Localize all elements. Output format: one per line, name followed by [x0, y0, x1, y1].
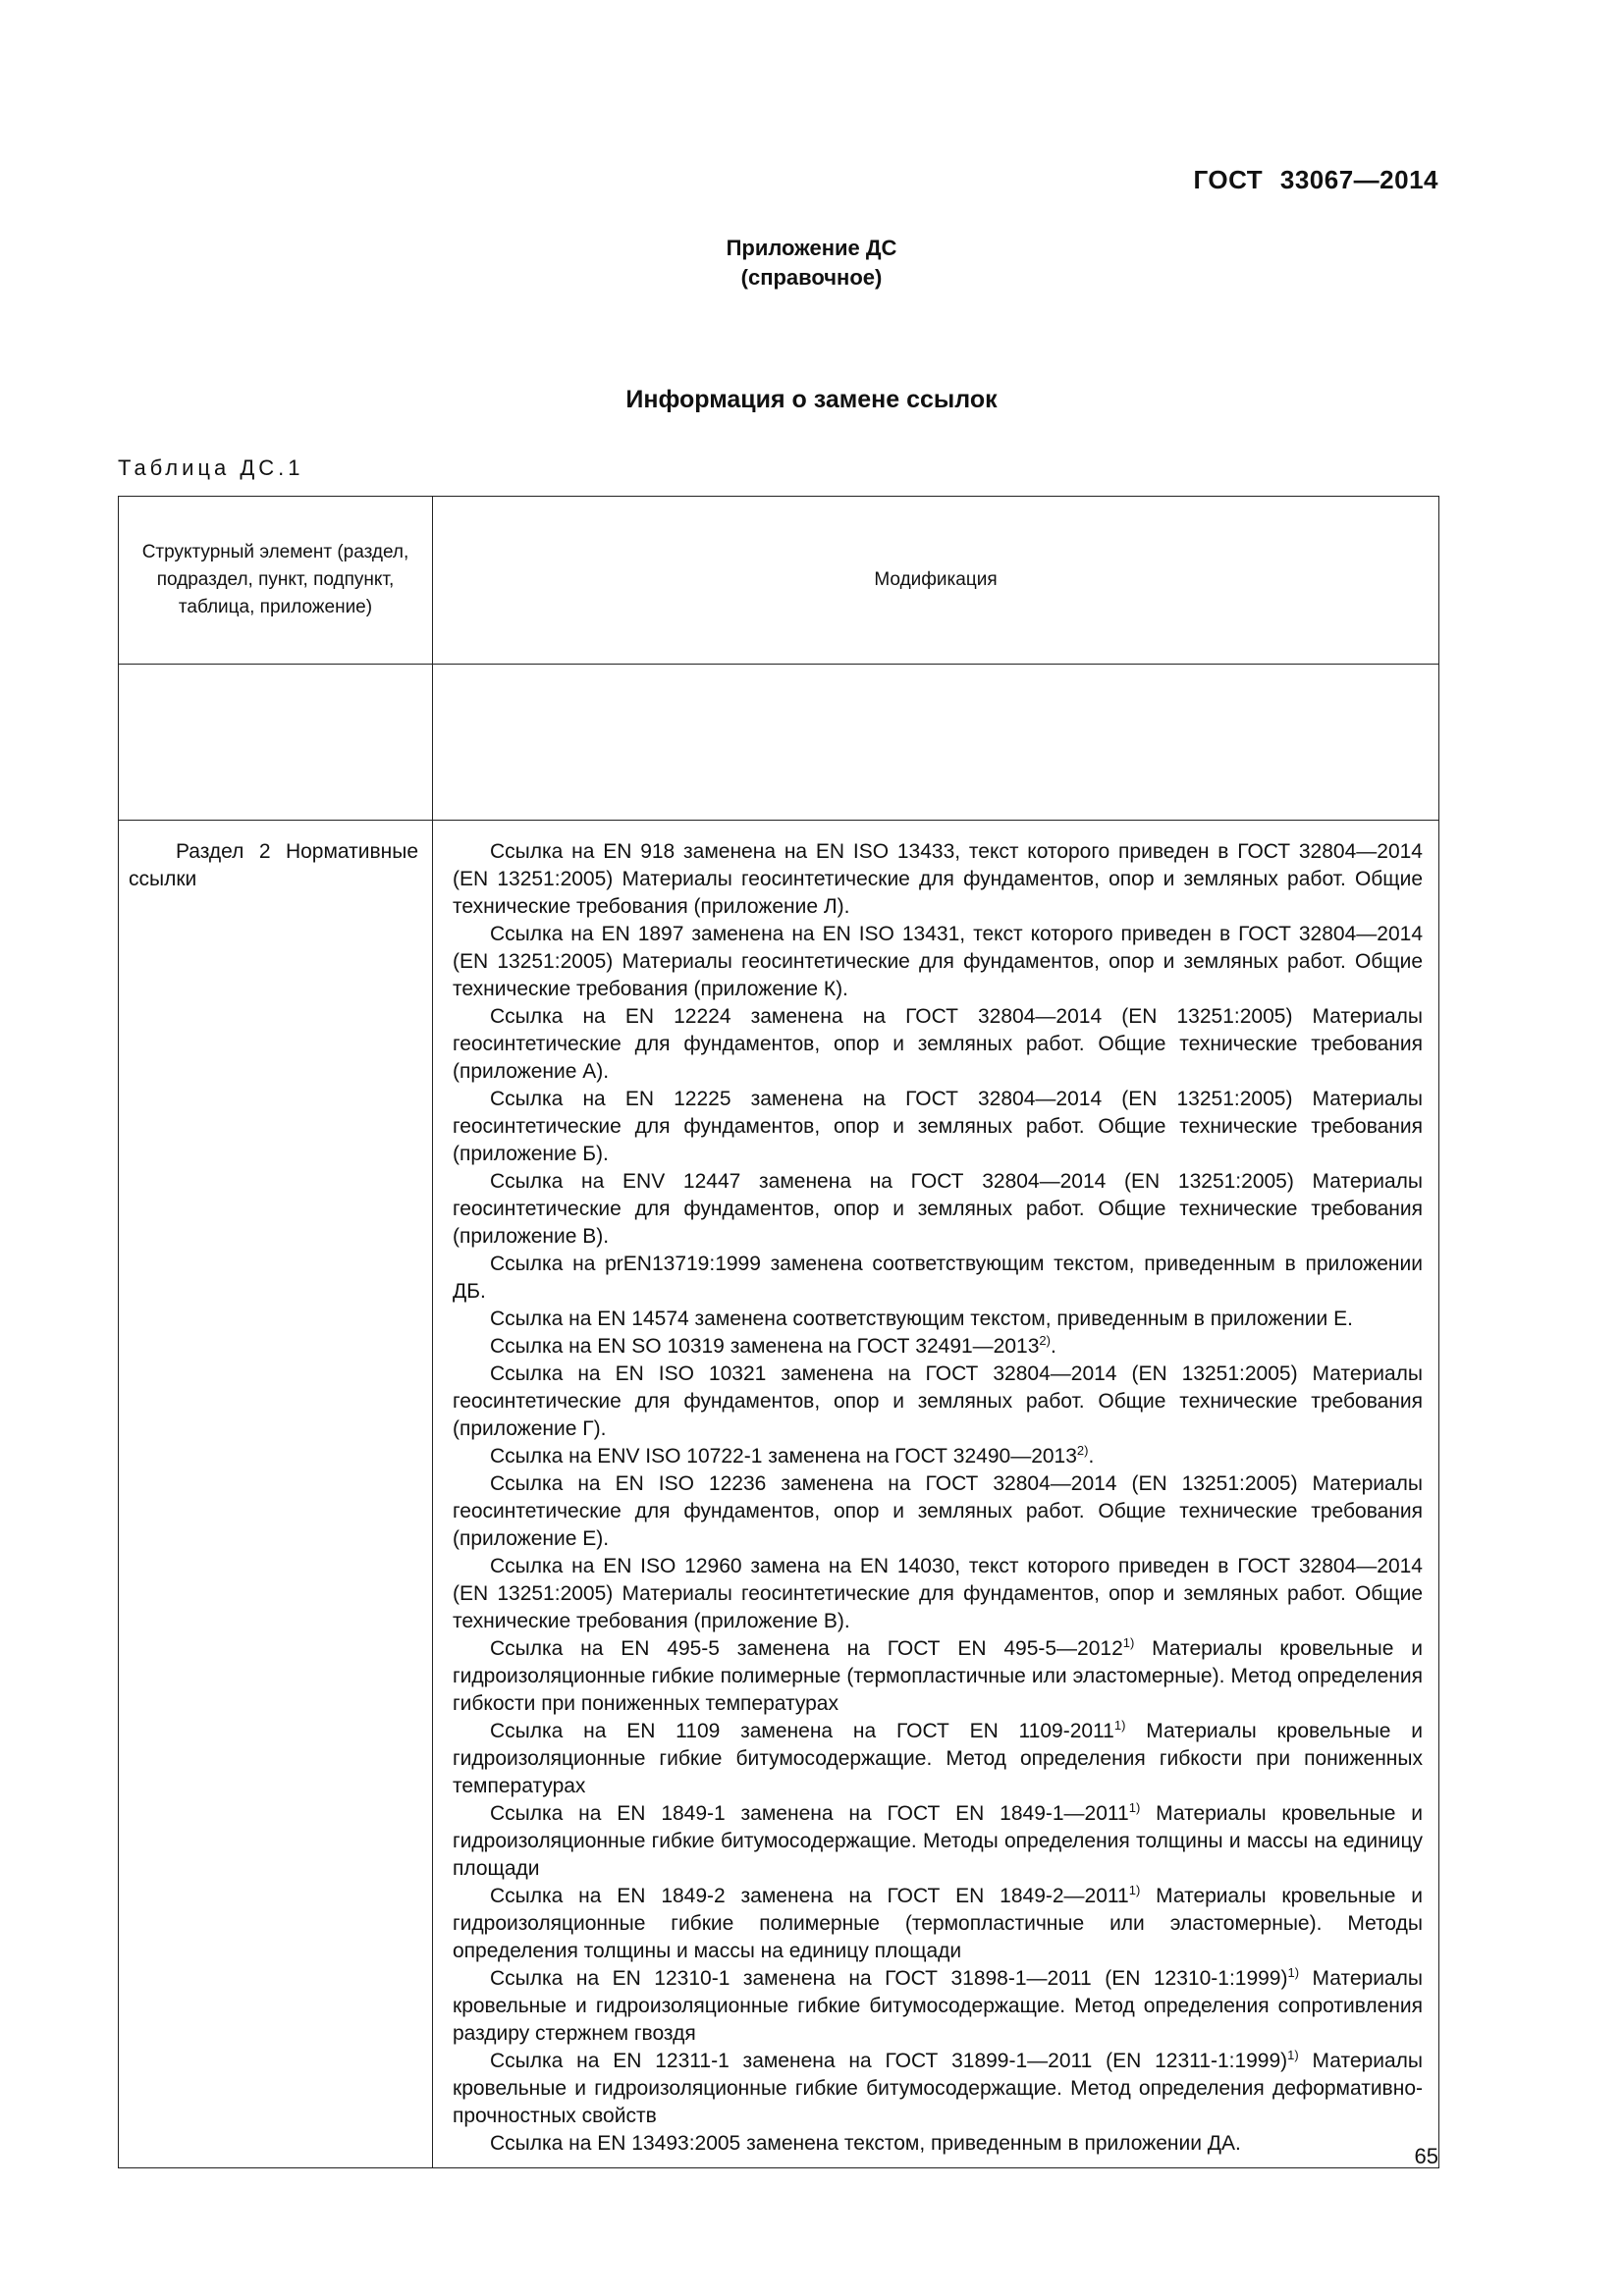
modification-text-continued: Материалы кровельные и гидроизоляционные гибкие битумосодержащие. Метод определения гибкости при пониженных температурах [453, 1720, 1423, 1797]
modification-text: Ссылка на EN 1109 заменена на ГОСТ EN 1109-2011 [490, 1720, 1114, 1742]
modification-text: Ссылка на EN SO 10319 заменена на ГОСТ 32491—2013 [490, 1335, 1040, 1358]
modification-paragraph [453, 1333, 1423, 1361]
modification-cell [433, 821, 1439, 2168]
modification-text: Ссылка на ENV 12447 заменена на ГОСТ 32804—2014 (EN 13251:2005) Материалы геосинтетические для фундаментов, опор и земляных работ. Общие технические требования (приложение В). [453, 1170, 1423, 1248]
footnote-marker: 1) [1287, 2048, 1299, 2062]
modification-text-continued: Материалы кровельные и гидроизоляционные гибкие битумосодержащие. Методы определения толщины и массы на единицу площади [453, 1802, 1423, 1880]
modification-paragraph [453, 1251, 1423, 1306]
modification-text: Ссылка на EN ISO 10321 заменена на ГОСТ 32804—2014 (EN 13251:2005) Материалы геосинтетические для фундаментов, опор и земляных работ. Общие технические требования (приложение Г). [453, 1362, 1423, 1440]
table-caption: Таблица ДС.1 [118, 455, 304, 480]
modification-paragraph [453, 1883, 1423, 1965]
modification-paragraph [453, 1361, 1423, 1443]
footnote-marker: 2) [1039, 1333, 1051, 1348]
modification-paragraph [453, 1800, 1423, 1883]
modification-text: Ссылка на EN ISO 12960 замена на EN 14030, текст которого приведен в ГОСТ 32804—2014 (EN 13251:2005) Материалы геосинтетические для фундаментов, опор и земляных работ. Общие технические требования (приложение В). [453, 1555, 1423, 1632]
footnote-marker: 1) [1122, 1635, 1135, 1650]
modification-paragraph [453, 2130, 1423, 2158]
modification-text: Ссылка на EN ISO 12236 заменена на ГОСТ 32804—2014 (EN 13251:2005) Материалы геосинтетические для фундаментов, опор и земляных работ. Общие технические требования (приложение Е). [453, 1472, 1423, 1550]
modification-text: Ссылка на EN 1849-2 заменена на ГОСТ EN 1849-2—2011 [490, 1885, 1129, 1907]
structural-element-cell: Раздел 2 Нормативные ссылки [119, 821, 433, 2168]
header-structural-element: Структурный элемент (раздел, подраздел, пункт, подпункт, таблица, приложение) [119, 497, 433, 665]
modification-text-continued: Материалы кровельные и гидроизоляционные гибкие полимерные (термопластичные или эластомерные). Методы определения толщины и массы на единицу площади [453, 1885, 1423, 1962]
modification-text: Ссылка на EN 12310-1 заменена на ГОСТ 31898-1—2011 (EN 12310-1:1999) [490, 1967, 1288, 1990]
modification-paragraph [453, 1086, 1423, 1168]
modification-text-continued: Материалы кровельные и гидроизоляционные гибкие полимерные (термопластичные или эластомерные). Метод определения гибкости при пониженных температурах [453, 1637, 1423, 1715]
modification-text: Ссылка на EN 12225 заменена на ГОСТ 32804—2014 (EN 13251:2005) Материалы геосинтетические для фундаментов, опор и земляных работ. Общие технические требования (приложение Б). [453, 1088, 1423, 1165]
document-id: ГОСТ 33067—2014 [1193, 165, 1438, 194]
modification-text: Ссылка на ENV ISO 10722-1 заменена на ГОСТ 32490—2013 [490, 1445, 1077, 1468]
modification-text: Ссылка на EN 1849-1 заменена на ГОСТ EN 1849-1—2011 [490, 1802, 1129, 1825]
modification-text: Ссылка на EN 1897 заменена на EN ISO 13431, текст которого приведен в ГОСТ 32804—2014 (EN 13251:2005) Материалы геосинтетические для фундаментов, опор и земляных работ. Общие технические требования (приложение К). [453, 923, 1423, 1000]
modification-paragraph [453, 1168, 1423, 1251]
modification-text: Ссылка на EN 14574 заменена соответствующим текстом, приведенным в приложении Е. [490, 1308, 1353, 1330]
modification-paragraph [453, 1718, 1423, 1800]
modification-text: Ссылка на EN 918 заменена на EN ISO 13433, текст которого приведен в ГОСТ 32804—2014 (EN 13251:2005) Материалы геосинтетические для фундаментов, опор и земляных работ. Общие технические требования (приложение Л). [453, 840, 1423, 918]
modification-text: Ссылка на EN 12224 заменена на ГОСТ 32804—2014 (EN 13251:2005) Материалы геосинтетические для фундаментов, опор и земляных работ. Общие технические требования (приложение А). [453, 1005, 1423, 1083]
modification-paragraph [453, 1553, 1423, 1635]
modification-paragraph [453, 1965, 1423, 2048]
footnote-marker: 1) [1128, 1800, 1141, 1815]
page-number: 65 [1414, 2144, 1438, 2168]
footnote-marker: 1) [1128, 1883, 1141, 1897]
modification-paragraph [453, 921, 1423, 1003]
appendix-label: Приложение ДС [726, 236, 897, 260]
modification-paragraph [453, 1306, 1423, 1333]
modification-text-continued: . [1088, 1445, 1095, 1468]
footnote-marker: 2) [1076, 1443, 1089, 1458]
table-header-row [119, 497, 1439, 665]
modification-text: Ссылка на EN 12311-1 заменена на ГОСТ 31899-1—2011 (EN 12311-1:1999) [490, 2050, 1288, 2072]
modification-text-continued: . [1050, 1335, 1056, 1358]
appendix-title [0, 234, 1623, 293]
modification-paragraph [453, 1635, 1423, 1718]
modification-paragraph [453, 1470, 1423, 1553]
modification-text-continued: Материалы кровельные и гидроизоляционные гибкие битумосодержащие. Метод определения сопротивления раздиру стержнем гвоздя [453, 1967, 1423, 2045]
appendix-type: (справочное) [740, 265, 883, 290]
header-modification: Модификация [433, 497, 1439, 665]
table-row [119, 821, 1439, 2168]
modification-text: Ссылка на prEN13719:1999 заменена соответствующим текстом, приведенным в приложении ДБ. [453, 1253, 1423, 1303]
footnote-marker: 1) [1113, 1718, 1126, 1733]
modification-paragraph [453, 1443, 1423, 1470]
header-separator [119, 665, 1439, 821]
reference-replacement-table [118, 496, 1439, 2168]
modification-text: Ссылка на EN 495-5 заменена на ГОСТ EN 495-5—2012 [490, 1637, 1123, 1660]
section-heading: Информация о замене ссылок [625, 386, 998, 413]
modification-text-continued: Материалы кровельные и гидроизоляционные гибкие битумосодержащие. Метод определения деформативно-прочностных свойств [453, 2050, 1423, 2127]
modification-paragraph [453, 2048, 1423, 2130]
modification-paragraph [453, 1003, 1423, 1086]
modification-paragraph [453, 838, 1423, 921]
modification-text: Ссылка на EN 13493:2005 заменена текстом, приведенным в приложении ДА. [490, 2132, 1241, 2155]
footnote-marker: 1) [1287, 1965, 1300, 1980]
